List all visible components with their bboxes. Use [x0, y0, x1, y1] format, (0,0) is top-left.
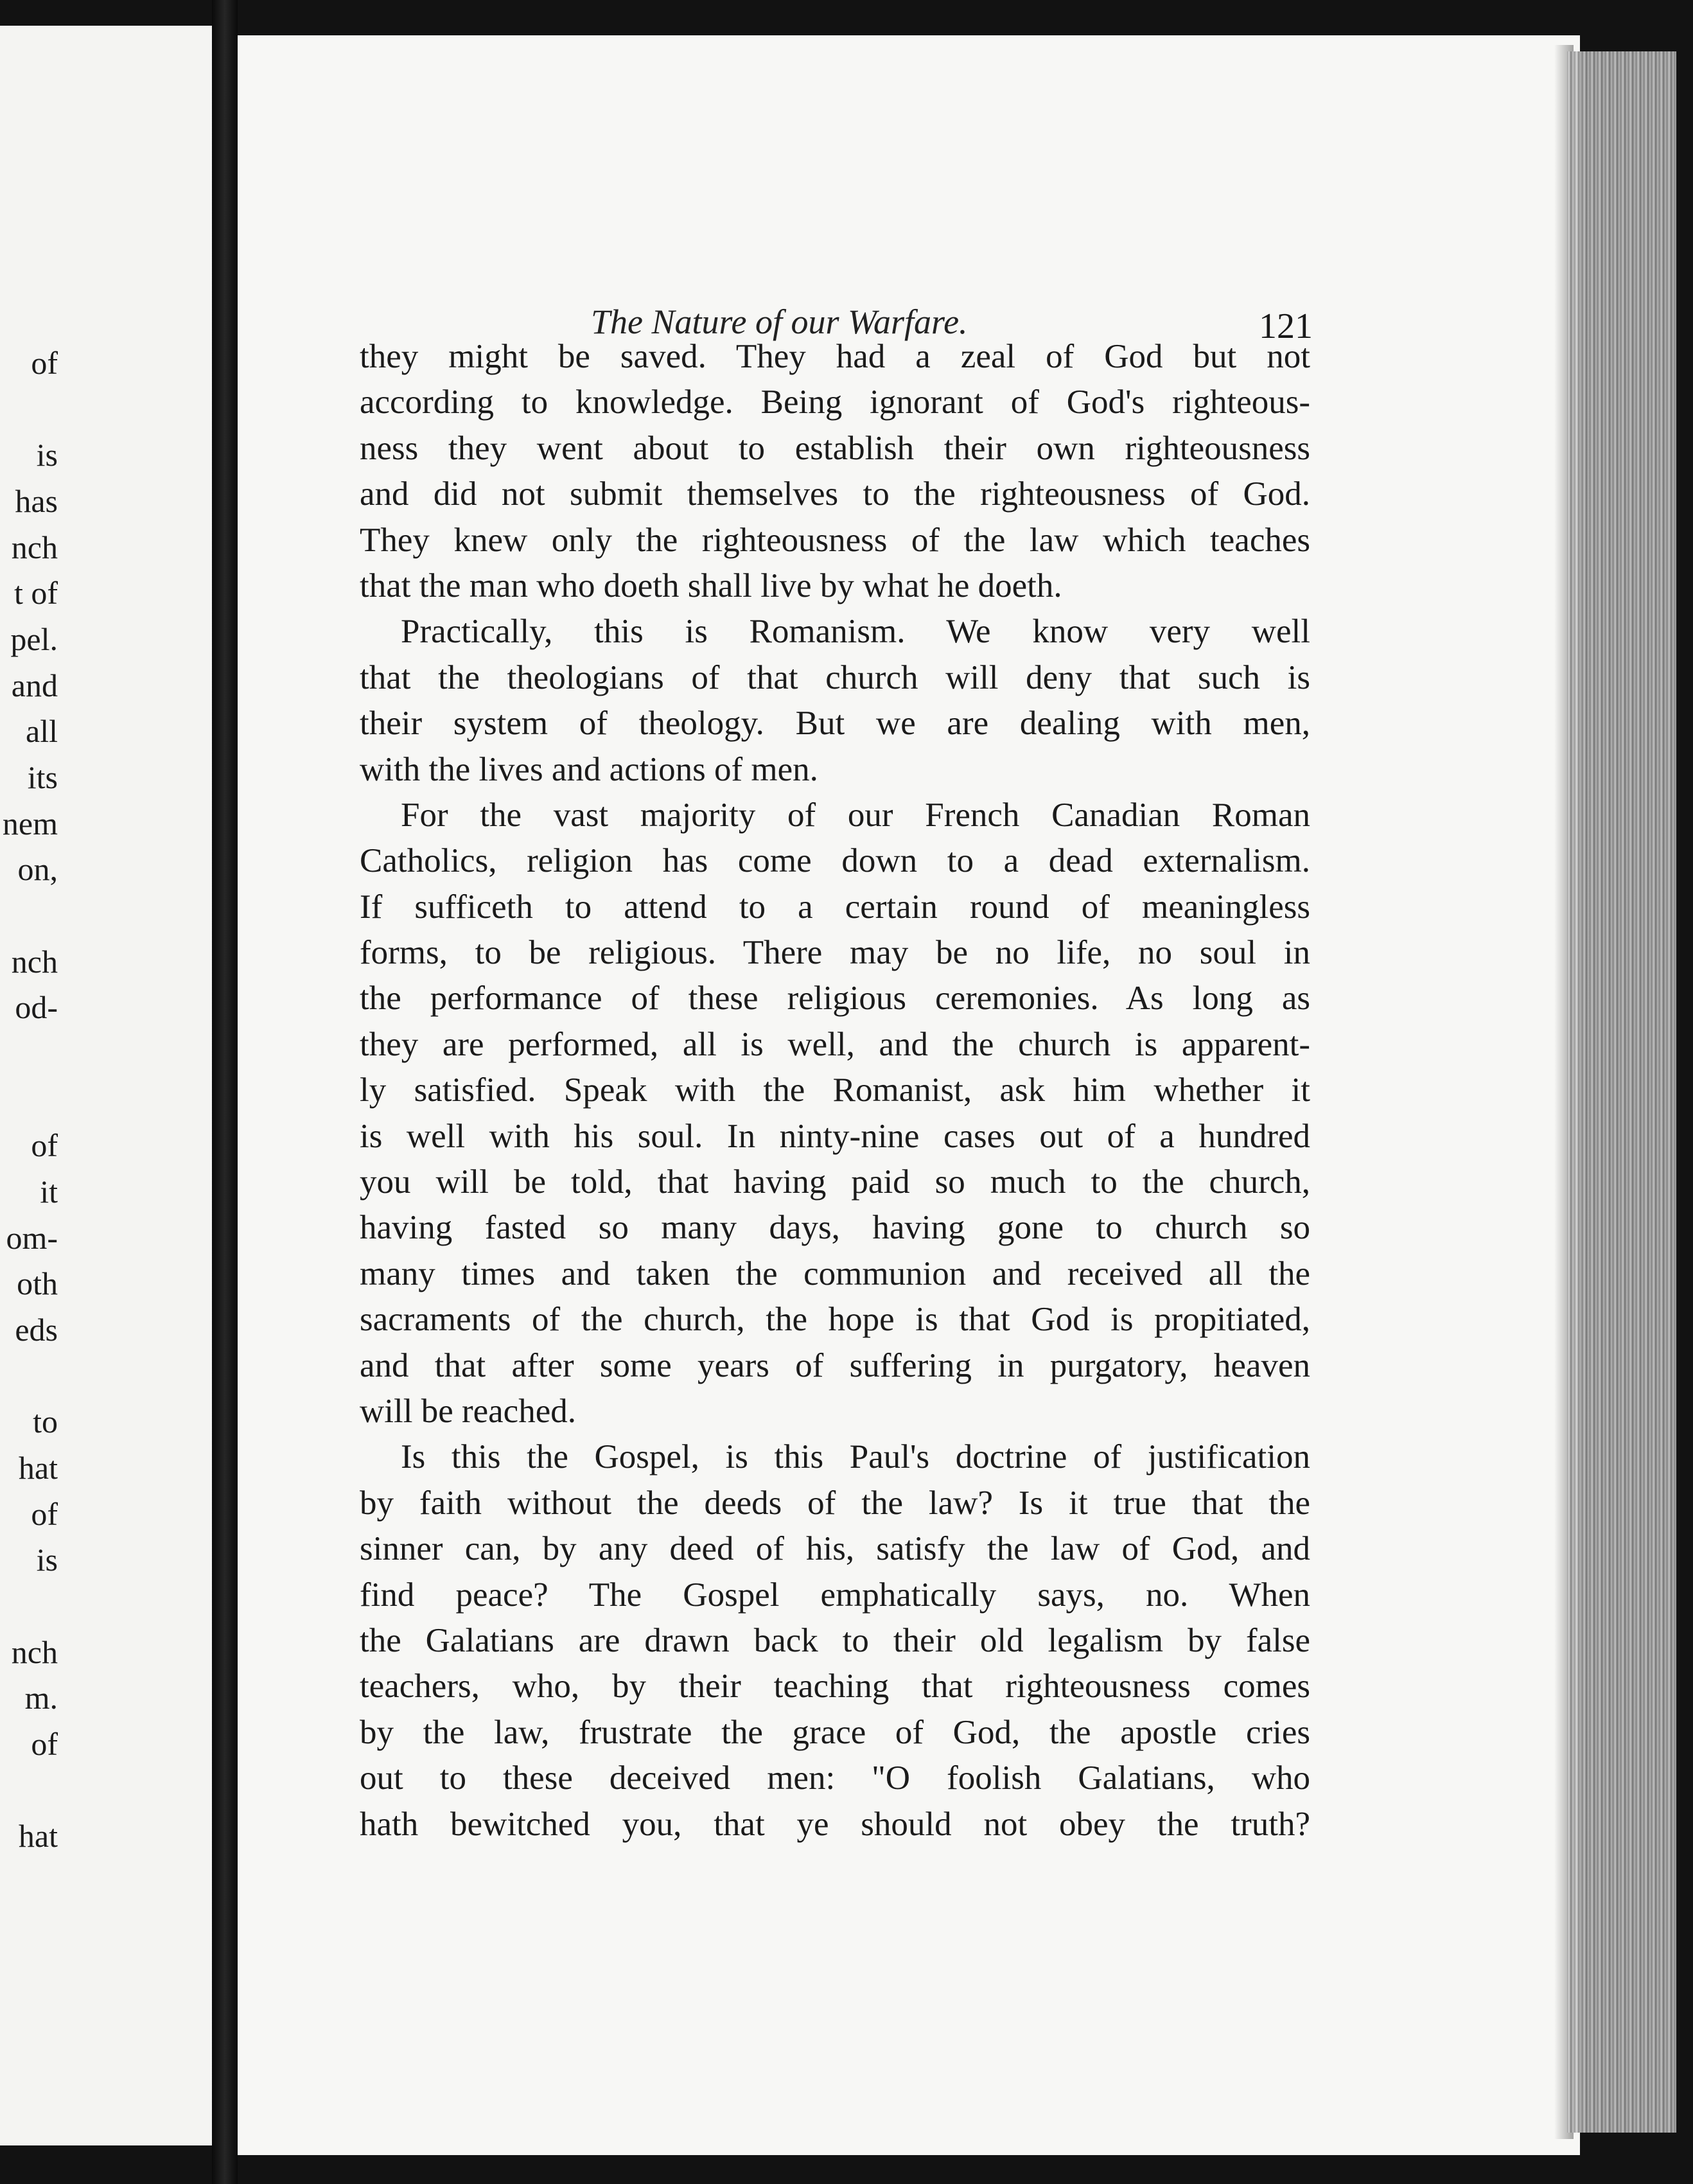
paragraph	[360, 334, 1310, 609]
left-page-line-fragment: has	[15, 483, 58, 519]
text-line: with the lives and actions of men.	[360, 750, 818, 788]
text-line: will be reached.	[360, 1392, 576, 1430]
text-line: sinner can, by any deed of his, satisfy the law of God, and	[360, 1530, 1310, 1568]
text-line: and did not submit themselves to the righteousness of God.	[360, 475, 1310, 513]
left-page-line-fragment: t of	[13, 575, 58, 611]
paragraph	[360, 1434, 1310, 1847]
left-page-line-fragment: m.	[24, 1680, 58, 1716]
text-line: They knew only the righteousness of the law which teaches	[360, 521, 1310, 559]
text-line: Practically, this is Romanism. We know very well	[401, 613, 1310, 651]
left-page-line-fragment: of	[31, 345, 58, 381]
left-page-line-fragment: it	[40, 1174, 58, 1210]
left-page-line-fragment: all	[26, 713, 58, 749]
text-line: find peace? The Gospel emphatically says, no. When	[360, 1576, 1310, 1614]
left-page-line-fragment: of	[31, 1496, 58, 1532]
text-line: that the theologians of that church will deny that such is	[360, 658, 1310, 696]
left-page-line-fragment: oth	[17, 1265, 58, 1301]
text-line: the Galatians are drawn back to their old legalism by false	[360, 1621, 1310, 1659]
left-page-line-fragment: eds	[15, 1312, 58, 1348]
text-line: the performance of these religious ceremonies. As long as	[360, 980, 1310, 1017]
text-line: having fasted so many days, having gone to church so	[360, 1209, 1310, 1247]
left-page-line-fragment: nch	[11, 944, 58, 980]
left-page-line-fragment: nem	[2, 806, 58, 841]
text-line: forms, to be religious. There may be no life, no soul in	[360, 934, 1310, 972]
text-line: Is this the Gospel, is this Paul's doctrine of justification	[401, 1438, 1310, 1476]
paragraph	[360, 609, 1310, 793]
body-text	[360, 334, 1310, 1847]
text-line: they are performed, all is well, and the church is apparent-	[360, 1025, 1310, 1063]
text-line: hath bewitched you, that ye should not obey the truth?	[360, 1805, 1310, 1843]
text-line: their system of theology. But we are dealing with men,	[360, 705, 1310, 743]
left-page-line-fragment: on,	[17, 851, 58, 887]
text-line: ness they went about to establish their own righteousness	[360, 429, 1310, 467]
left-page-line-fragment: is	[36, 1542, 58, 1578]
text-line: For the vast majority of our French Canadian Roman	[401, 796, 1310, 834]
text-line: by faith without the deeds of the law? Is it true that the	[360, 1484, 1310, 1522]
left-page-line-fragment: nch	[11, 1634, 58, 1670]
left-page-line-fragment: nch	[11, 529, 58, 565]
left-page-line-fragment: and	[11, 667, 58, 703]
text-line: is well with his soul. In ninty-nine cases out of a hundred	[360, 1117, 1310, 1155]
text-line: by the law, frustrate the grace of God, the apostle cries	[360, 1713, 1310, 1751]
book-gutter	[212, 0, 238, 2184]
text-line: out to these deceived men: "O foolish Galatians, who	[360, 1759, 1310, 1797]
text-line: sacraments of the church, the hope is that God is propitiated,	[360, 1301, 1310, 1339]
text-line: and that after some years of suffering in purgatory, heaven	[360, 1346, 1310, 1384]
left-page-line-fragment: hat	[18, 1818, 58, 1854]
text-line: teachers, who, by their teaching that righteousness comes	[360, 1668, 1310, 1705]
paragraph	[360, 793, 1310, 1434]
left-page-line-fragment: to	[33, 1404, 58, 1440]
text-line: If sufficeth to attend to a certain round of meaningless	[360, 888, 1310, 926]
text-line: Catholics, religion has come down to a dead externalism.	[360, 842, 1310, 880]
text-line: you will be told, that having paid so much to the church,	[360, 1163, 1310, 1201]
left-page-line-fragment: of	[31, 1726, 58, 1762]
left-page-line-fragment: om-	[6, 1220, 58, 1256]
text-line: they might be saved. They had a zeal of God but not	[360, 338, 1310, 375]
left-page-line-fragment: of	[31, 1127, 58, 1163]
left-page-line-fragment: hat	[18, 1450, 58, 1486]
text-line: many times and taken the communion and received all the	[360, 1255, 1310, 1292]
text-line: according to knowledge. Being ignorant of God's righteous-	[360, 383, 1310, 421]
left-page-line-fragment: pel.	[10, 621, 58, 657]
running-header: The Nature of our Warfare.	[591, 303, 968, 341]
page-edges	[1567, 51, 1676, 2133]
left-page-line-fragment: is	[36, 437, 58, 473]
page-number: 121	[1259, 306, 1313, 346]
left-page	[0, 26, 212, 2145]
text-line: ly satisfied. Speak with the Romanist, ask him whether it	[360, 1071, 1310, 1109]
left-page-line-fragment: its	[27, 759, 58, 795]
text-line: that the man who doeth shall live by what he doeth.	[360, 567, 1062, 604]
left-page-line-fragment: od-	[15, 989, 58, 1025]
